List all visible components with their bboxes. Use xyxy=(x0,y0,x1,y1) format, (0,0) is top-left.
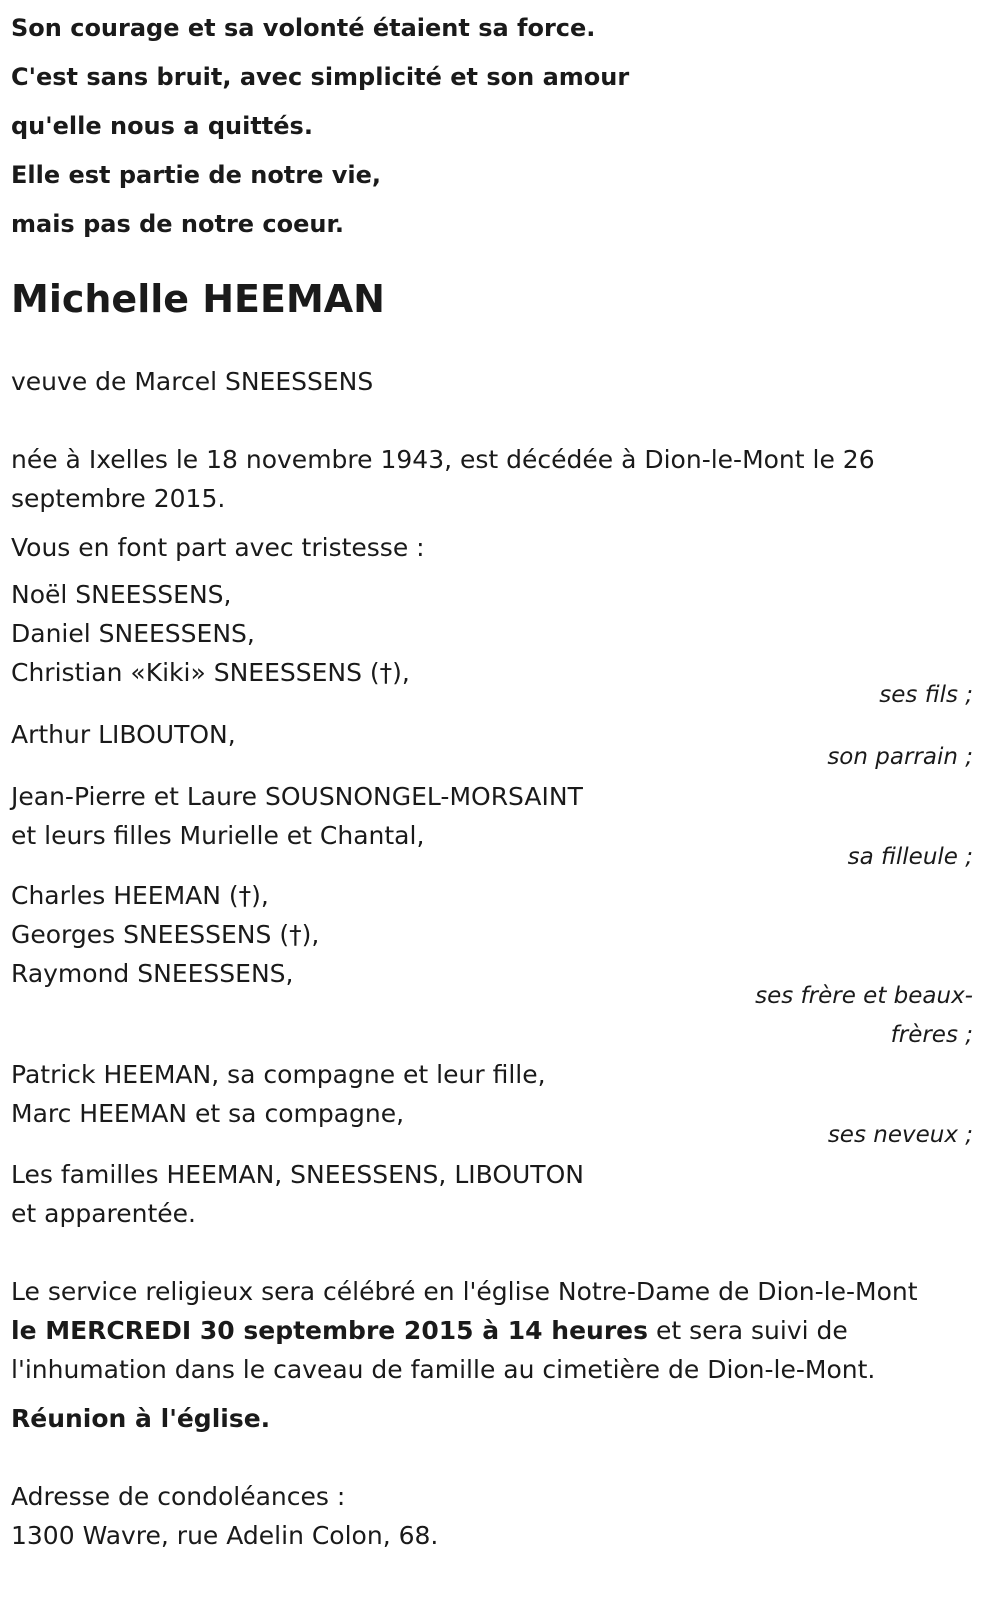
service-line: Le service religieux sera célébré en l'église Notre-Dame de Dion-le-Mont xyxy=(11,1277,918,1306)
birth-death-line: née à Ixelles le 18 novembre 1943, est décédée à Dion-le-Mont le 26 xyxy=(11,445,875,474)
family-brothers xyxy=(11,876,991,993)
family-member: Charles HEEMAN (†), xyxy=(11,881,269,910)
family-member: Arthur LIBOUTON, xyxy=(11,720,236,749)
meeting-note: Réunion à l'église. xyxy=(11,1404,271,1433)
relation-label: son parrain ; xyxy=(827,744,973,770)
poem-line: qu'elle nous a quittés. xyxy=(11,112,313,140)
condolences-label: Adresse de condoléances : xyxy=(11,1482,346,1511)
family-member: Marc HEEMAN et sa compagne, xyxy=(11,1099,405,1128)
announce: Vous en font part avec tristesse : xyxy=(11,533,425,562)
birth-death-line: septembre 2015. xyxy=(11,484,226,513)
condolences xyxy=(11,1477,991,1555)
family-member: Patrick HEEMAN, sa compagne et leur fille, xyxy=(11,1060,546,1089)
family-goddaughter xyxy=(11,777,991,855)
poem xyxy=(11,4,991,249)
service-line: le MERCREDI 30 septembre 2015 à 14 heures et sera suivi de xyxy=(11,1316,848,1345)
birth-death xyxy=(11,440,991,518)
relation-label: frères ; xyxy=(890,1022,973,1048)
family-member: Georges SNEESSENS (†), xyxy=(11,920,320,949)
poem-line: Elle est partie de notre vie, xyxy=(11,161,382,189)
family-others xyxy=(11,1155,991,1233)
family-member: Daniel SNEESSENS, xyxy=(11,619,255,648)
family-member: et apparentée. xyxy=(11,1199,196,1228)
relation-label: sa filleule ; xyxy=(847,844,973,870)
relation-label: ses fils ; xyxy=(879,682,973,708)
service-line: l'inhumation dans le caveau de famille au cimetière de Dion-le-Mont. xyxy=(11,1355,876,1384)
family-member: Jean-Pierre et Laure SOUSNONGEL-MORSAINT xyxy=(11,782,583,811)
deceased-name: Michelle HEEMAN xyxy=(11,277,385,321)
widow-of: veuve de Marcel SNEESSENS xyxy=(11,367,374,396)
family-member: et leurs filles Murielle et Chantal, xyxy=(11,821,425,850)
service-info xyxy=(11,1272,991,1389)
family-member: Les familles HEEMAN, SNEESSENS, LIBOUTON xyxy=(11,1160,584,1189)
family-member: Raymond SNEESSENS, xyxy=(11,959,294,988)
poem-line: Son courage et sa volonté étaient sa force. xyxy=(11,14,596,42)
poem-line: mais pas de notre coeur. xyxy=(11,210,345,238)
relation-label: ses neveux ; xyxy=(827,1122,973,1148)
family-sons xyxy=(11,575,991,692)
family-member: Noël SNEESSENS, xyxy=(11,580,232,609)
relation-label: ses frère et beaux- xyxy=(755,983,973,1009)
poem-line: C'est sans bruit, avec simplicité et son amour xyxy=(11,63,630,91)
condolences-address: 1300 Wavre, rue Adelin Colon, 68. xyxy=(11,1521,439,1550)
family-member: Christian «Kiki» SNEESSENS (†), xyxy=(11,658,410,687)
service-date: le MERCREDI 30 septembre 2015 à 14 heures xyxy=(11,1316,648,1345)
